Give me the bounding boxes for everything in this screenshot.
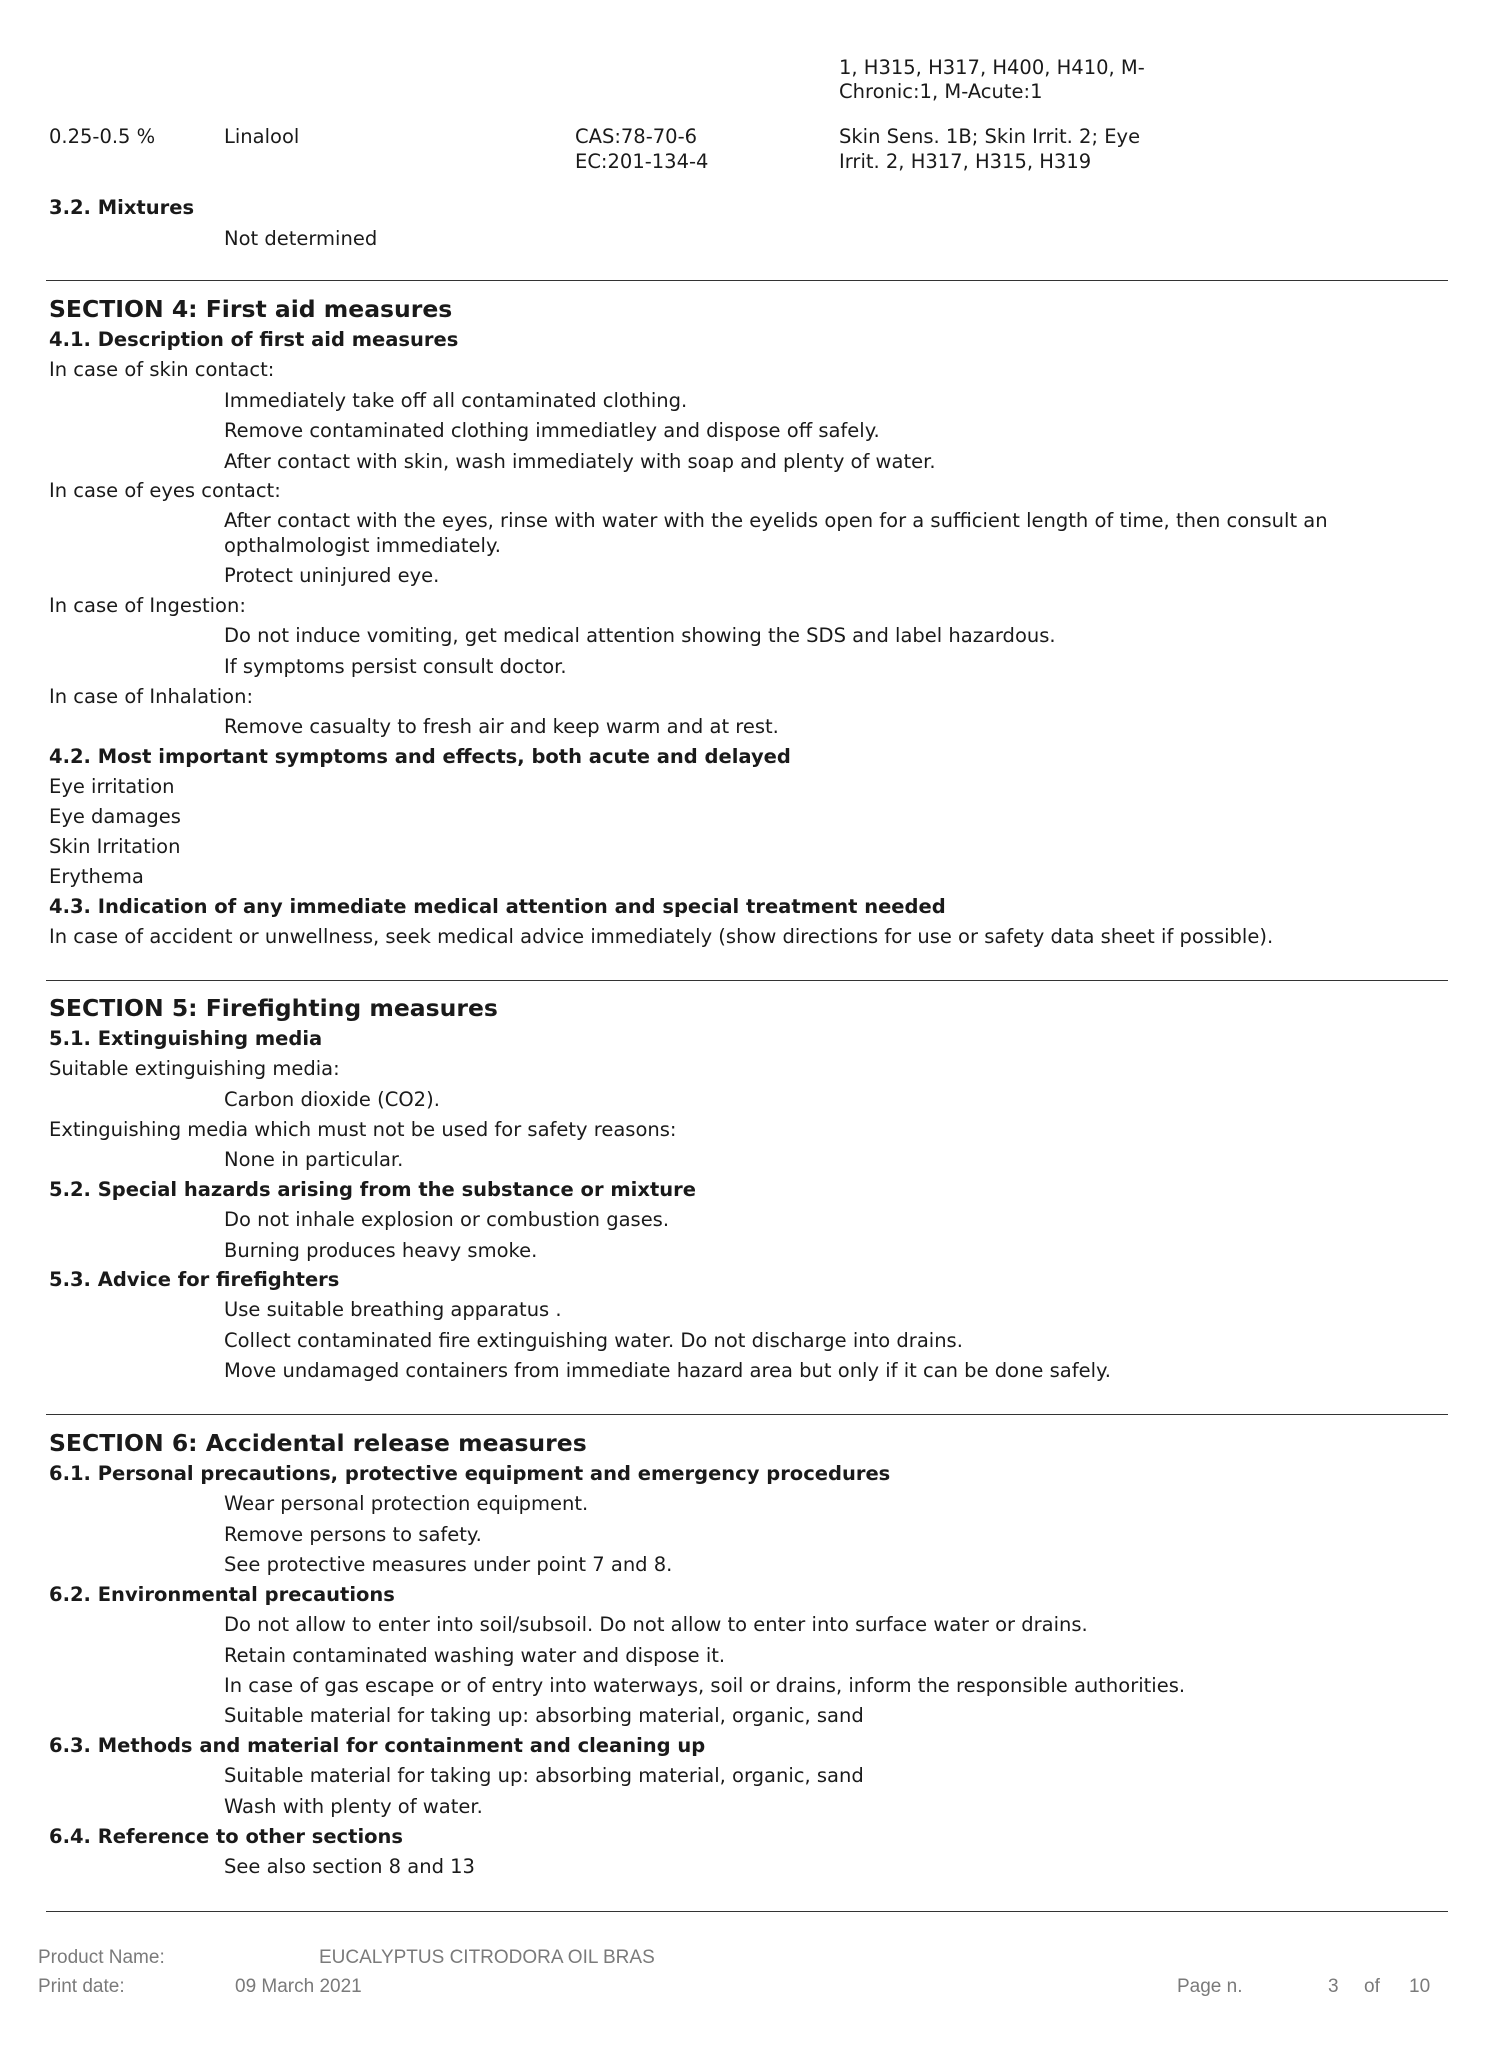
product-name-value: EUCALYPTUS CITRODORA OIL BRAS	[319, 1947, 655, 1968]
list-item: Suitable material for taking up: absorbing material, organic, sand	[224, 1704, 864, 1727]
list-item: After contact with skin, wash immediately with soap and plenty of water.	[224, 450, 936, 473]
suitable-media-label: Suitable extinguishing media:	[49, 1057, 340, 1080]
list-item: Carbon dioxide (CO2).	[224, 1088, 440, 1111]
list-item: Collect contaminated fire extinguishing water. Do not discharge into drains.	[224, 1329, 963, 1352]
list-item: Move undamaged containers from immediate hazard area but only if it can be done safely.	[224, 1359, 1111, 1382]
list-item: Do not allow to enter into soil/subsoil. Do not allow to enter into surface water or drains.	[224, 1613, 1088, 1636]
symptom-item: Eye damages	[49, 805, 181, 828]
concentration-cell: 0.25-0.5 %	[49, 125, 156, 148]
subsection-5-2-heading: 5.2. Special hazards arising from the substance or mixture	[49, 1178, 696, 1201]
classification-cell-line: 1, H315, H317, H400, H410, M-	[839, 56, 1145, 79]
ec-number: EC:201-134-4	[575, 150, 709, 173]
list-item: Wash with plenty of water.	[224, 1795, 483, 1818]
list-item: None in particular.	[224, 1148, 404, 1171]
subsection-6-4-heading: 6.4. Reference to other sections	[49, 1825, 404, 1848]
list-item: Remove persons to safety.	[224, 1523, 482, 1546]
list-item: Immediately take off all contaminated clothing.	[224, 389, 688, 412]
cas-number: CAS:78-70-6	[575, 125, 698, 148]
subsection-5-3-heading: 5.3. Advice for firefighters	[49, 1268, 340, 1291]
classification-cell-line: Skin Sens. 1B; Skin Irrit. 2; Eye	[839, 125, 1141, 148]
list-item: Protect uninjured eye.	[224, 564, 440, 587]
list-item: In case of gas escape or of entry into waterways, soil or drains, inform the responsible authorities.	[224, 1674, 1186, 1697]
list-item: Remove casualty to fresh air and keep warm and at rest.	[224, 715, 779, 738]
section-divider	[46, 1414, 1448, 1415]
list-item: Do not induce vomiting, get medical attention showing the SDS and label hazardous.	[224, 624, 1056, 647]
subsection-5-1-heading: 5.1. Extinguishing media	[49, 1027, 323, 1050]
ingestion-label: In case of Ingestion:	[49, 594, 246, 617]
section-divider	[46, 980, 1448, 981]
subsection-4-2-heading: 4.2. Most important symptoms and effects, both acute and delayed	[49, 745, 791, 768]
section-5-title: SECTION 5: Firefighting measures	[49, 994, 498, 1022]
list-item: Retain contaminated washing water and dispose it.	[224, 1644, 726, 1667]
eyes-contact-label: In case of eyes contact:	[49, 479, 281, 502]
list-item: If symptoms persist consult doctor.	[224, 655, 567, 678]
medical-attention-text: In case of accident or unwellness, seek medical advice immediately (show directions for use or safety data sheet if possible).	[49, 925, 1274, 948]
skin-contact-label: In case of skin contact:	[49, 358, 275, 381]
classification-cell-line: Chronic:1, M-Acute:1	[839, 80, 1043, 103]
subsection-6-2-heading: 6.2. Environmental precautions	[49, 1583, 395, 1606]
subsection-6-1-heading: 6.1. Personal precautions, protective equipment and emergency procedures	[49, 1462, 891, 1485]
list-item: Do not inhale explosion or combustion gases.	[224, 1208, 670, 1231]
symptom-item: Skin Irritation	[49, 835, 181, 858]
list-item: Suitable material for taking up: absorbing material, organic, sand	[224, 1764, 864, 1787]
page-number-label: Page n.	[1177, 1976, 1243, 1997]
list-item: opthalmologist immediately.	[224, 534, 501, 557]
list-item: See also section 8 and 13	[224, 1855, 475, 1878]
print-date-value: 09 March 2021	[235, 1976, 362, 1997]
list-item: See protective measures under point 7 and 8.	[224, 1553, 673, 1576]
list-item: Remove contaminated clothing immediatley and dispose off safely.	[224, 419, 880, 442]
section-6-title: SECTION 6: Accidental release measures	[49, 1429, 587, 1457]
unsuitable-media-label: Extinguishing media which must not be used for safety reasons:	[49, 1118, 677, 1141]
print-date-label: Print date:	[38, 1976, 125, 1997]
subsection-4-3-heading: 4.3. Indication of any immediate medical attention and special treatment needed	[49, 895, 946, 918]
list-item: Burning produces heavy smoke.	[224, 1239, 538, 1262]
symptom-item: Eye irritation	[49, 775, 175, 798]
mixtures-heading: 3.2. Mixtures	[49, 196, 195, 219]
symptom-item: Erythema	[49, 865, 144, 888]
page-of-label: of	[1364, 1976, 1380, 1997]
mixtures-text: Not determined	[224, 227, 378, 250]
inhalation-label: In case of Inhalation:	[49, 685, 254, 708]
page-current: 3	[1328, 1976, 1339, 1997]
page-total: 10	[1409, 1976, 1431, 1997]
subsection-6-3-heading: 6.3. Methods and material for containment and cleaning up	[49, 1734, 706, 1757]
product-name-label: Product Name:	[38, 1947, 165, 1968]
classification-cell-line: Irrit. 2, H317, H315, H319	[839, 150, 1092, 173]
list-item: Wear personal protection equipment.	[224, 1492, 589, 1515]
subsection-4-1-heading: 4.1. Description of first aid measures	[49, 328, 459, 351]
footer-divider	[46, 1911, 1448, 1912]
list-item: After contact with the eyes, rinse with water with the eyelids open for a sufficient length of time, then consult an	[224, 509, 1328, 532]
section-4-title: SECTION 4: First aid measures	[49, 295, 453, 323]
substance-name-cell: Linalool	[224, 125, 300, 148]
list-item: Use suitable breathing apparatus .	[224, 1298, 562, 1321]
section-divider	[46, 280, 1448, 281]
